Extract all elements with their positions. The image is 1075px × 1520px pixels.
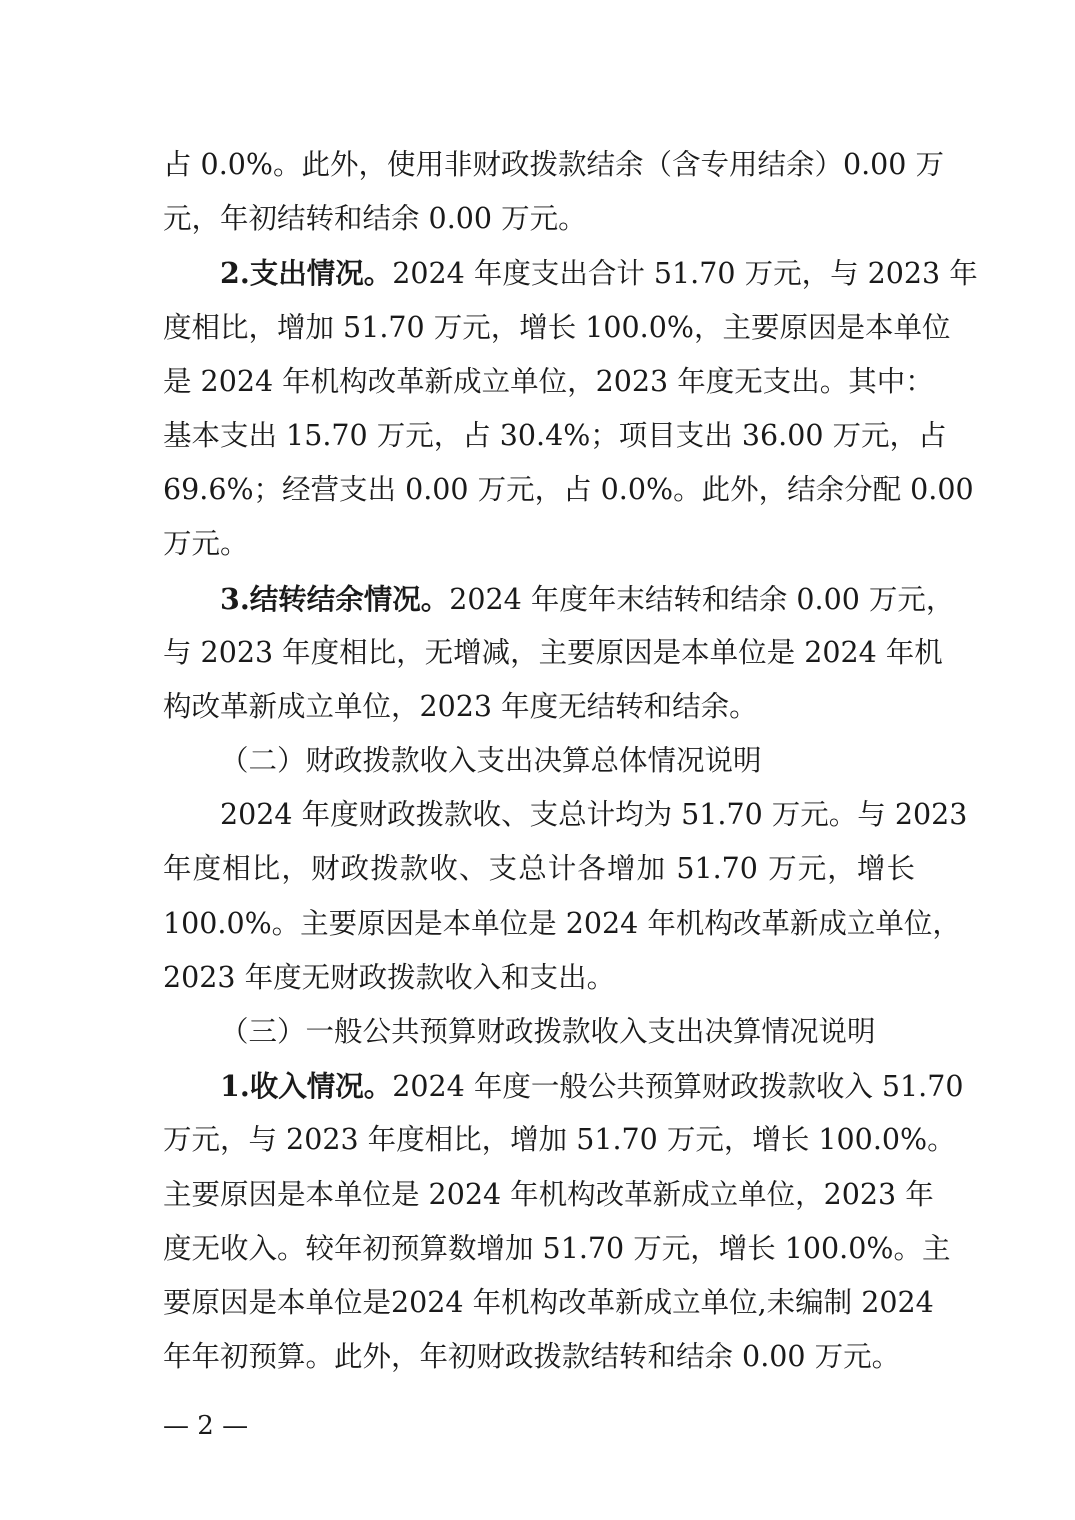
paragraph-income	[163, 1059, 964, 1113]
text-line: 2023 年度无财政拨款收入和支出。	[163, 960, 616, 994]
paragraph-expenditure	[163, 246, 978, 300]
text-line: 元，年初结转和结余 0.00 万元。	[163, 202, 587, 236]
text-line: 度相比，增加 51.70 万元，增长 100.0%，主要原因是本单位	[163, 310, 951, 344]
text-line: 是 2024 年机构改革新成立单位，2023 年度无支出。其中：	[163, 364, 934, 398]
text-run: 2024 年度一般公共预算财政拨款收入 51.70	[392, 1070, 964, 1104]
text-line: 构改革新成立单位，2023 年度无结转和结余。	[163, 689, 758, 723]
text-run: 2024 年度年末结转和结余 0.00 万元，	[449, 582, 955, 616]
text-line: 69.6%；经营支出 0.00 万元，占 0.0%。此外，结余分配 0.00	[163, 473, 974, 507]
section-heading: 3.结转结余情况。	[220, 581, 450, 616]
subsection-title-three: （三）一般公共预算财政拨款收入支出决算情况说明	[220, 1015, 876, 1048]
section-heading: 1.收入情况。	[220, 1069, 393, 1104]
text-line: 度无收入。较年初预算数增加 51.70 万元，增长 100.0%。主	[163, 1231, 951, 1265]
text-line: 占 0.0%。此外，使用非财政拨款结余（含专用结余）0.00 万	[163, 148, 944, 181]
text-line: 要原因是本单位是2024 年机构改革新成立单位,未编制 2024	[163, 1285, 934, 1319]
text-line: 年度相比，财政拨款收、支总计各增加 51.70 万元，增长	[163, 852, 915, 886]
section-heading: 2.支出情况。	[220, 256, 393, 291]
text-line: 2024 年度财政拨款收、支总计均为 51.70 万元。与 2023	[220, 798, 968, 832]
text-line: 年年初预算。此外，年初财政拨款结转和结余 0.00 万元。	[163, 1340, 901, 1374]
subsection-title-two: （二）财政拨款收入支出决算总体情况说明	[220, 744, 762, 778]
text-line: 与 2023 年度相比，无增减，主要原因是本单位是 2024 年机	[163, 635, 943, 669]
text-line: 万元，与 2023 年度相比，增加 51.70 万元，增长 100.0%。	[163, 1123, 956, 1157]
text-line: 主要原因是本单位是 2024 年机构改革新成立单位，2023 年	[163, 1177, 934, 1211]
text-line: 100.0%。主要原因是本单位是 2024 年机构改革新成立单位，	[163, 906, 961, 940]
text-run: 2024 年度支出合计 51.70 万元，与 2023 年	[392, 257, 978, 291]
text-line: 万元。	[163, 527, 249, 561]
document-body	[163, 138, 978, 1384]
paragraph-carryover	[163, 572, 955, 626]
page-number: — 2 —	[163, 1411, 249, 1441]
text-line: 基本支出 15.70 万元，占 30.4%；项目支出 36.00 万元，占	[163, 418, 947, 452]
